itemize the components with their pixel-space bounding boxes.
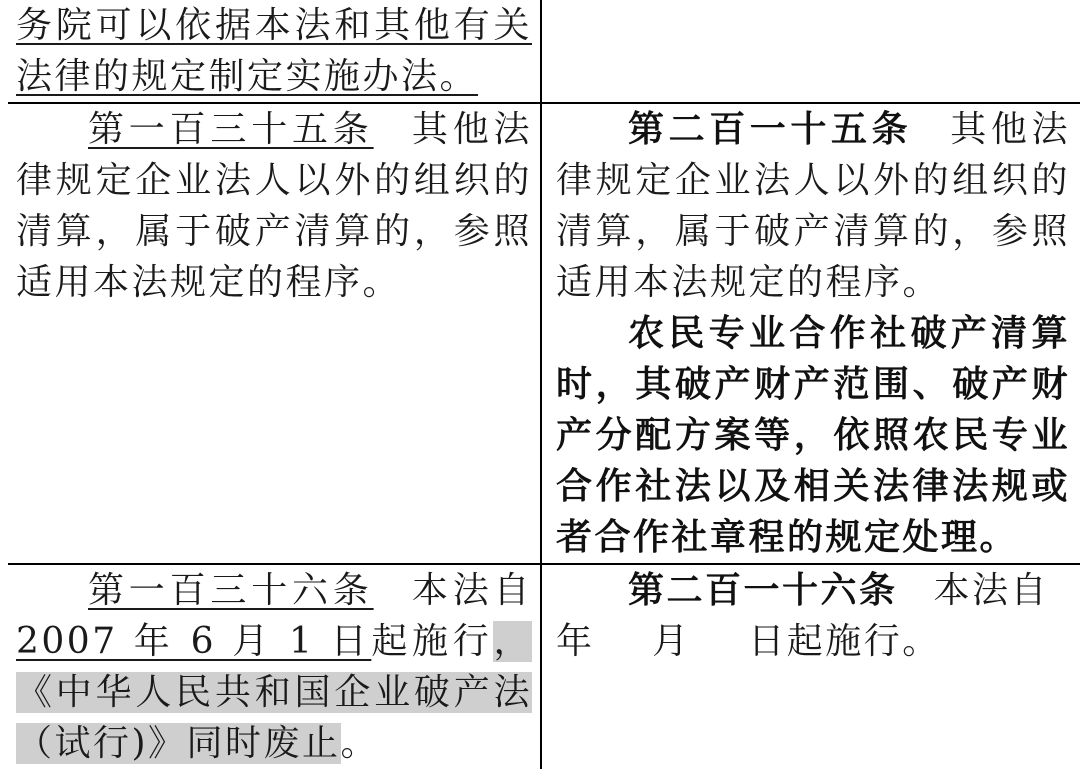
old-law-text xyxy=(16,0,532,102)
added-paragraph: 农民专业合作社破产清算时，其破产财产范围、破产财产分配方案等，依照农民专业合作社法以及相关法律法规或者合作社章程的规定处理。 xyxy=(556,313,1070,558)
day-label: 日起施行。 xyxy=(748,621,941,662)
article-intro: 本法自 xyxy=(409,570,532,611)
article-text: 其他法律规定企业法人以外的组织的清算，属于破产清算的，参照适用本法规定的程序。 xyxy=(16,109,532,303)
new-law-cell xyxy=(541,0,1080,103)
sentence-end: 。 xyxy=(340,723,380,764)
old-law-cell xyxy=(8,0,541,103)
article-heading: 第二百一十六条 xyxy=(628,570,898,611)
effective-date: 2007 年 6 月 1 日 xyxy=(16,621,372,662)
repeal-text: ，《中华人民共和国企业破产法（试行)》同时废止 xyxy=(16,621,532,764)
table-row xyxy=(8,0,1080,103)
new-article-215 xyxy=(556,104,1070,308)
new-article-216 xyxy=(556,565,1070,667)
old-article-135 xyxy=(16,104,532,308)
article-heading: 第一百三十五条 xyxy=(88,109,374,150)
deleted-text: 务院可以依据本法和其他有关法律的规定制定实施办法。 xyxy=(16,5,532,97)
old-law-cell xyxy=(8,564,541,769)
table-row xyxy=(8,564,1080,769)
old-article-136 xyxy=(16,565,532,769)
after-date-text: 起施行 xyxy=(371,621,494,662)
year-label: 年 xyxy=(556,621,595,662)
month-label: 月 xyxy=(652,621,691,662)
old-law-cell xyxy=(8,103,541,564)
article-heading: 第一百三十六条 xyxy=(88,570,374,611)
article-intro: 本法自 xyxy=(933,570,1050,611)
new-law-cell xyxy=(541,103,1080,564)
new-law-cell xyxy=(541,564,1080,769)
article-heading: 第二百一十五条 xyxy=(628,109,913,150)
comparison-table xyxy=(8,0,1080,769)
article-text: 其他法律规定企业法人以外的组织的清算，属于破产清算的，参照适用本法规定的程序。 xyxy=(556,109,1070,303)
table-row xyxy=(8,103,1080,564)
